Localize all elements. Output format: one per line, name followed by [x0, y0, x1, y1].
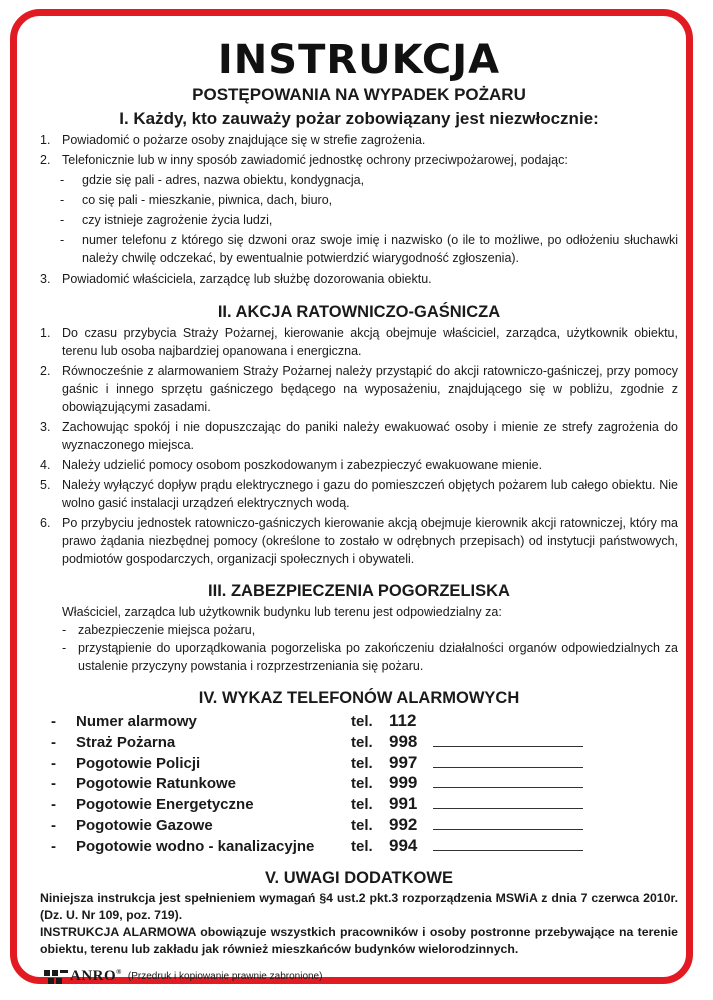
sub-list-item	[40, 621, 678, 639]
phone-list	[40, 711, 678, 857]
phone-service-name: Pogotowie Policji	[76, 754, 201, 772]
item-text: Należy wyłączyć dopływ prądu elektrycznego i gazu do pomieszczeń objętych pożarem lub całego obiektu. Nie wolno gasić instalacji urządzeń elektrycznych wodą.	[62, 478, 678, 510]
item-text: Po przybyciu jednostek ratowniczo-gaśniczych kierowanie akcją obejmuje kierownik akcji ratowniczej, który ma prawo żądania niezbędnej pomocy (określone to zostało w odrębnych przepisach) od instytucji państwowych, podmiotów gospodarczych, organizacji społecznych i obywateli.	[62, 516, 678, 566]
bullet-dash: -	[62, 641, 67, 655]
sub-item-text: gdzie się pali - adres, nazwa obiektu, kondygnacja,	[82, 173, 365, 187]
list-item	[40, 270, 678, 288]
item-number: 4.	[40, 458, 51, 472]
phone-number: 998	[389, 731, 418, 751]
phone-number: 999	[389, 773, 418, 793]
anro-logo	[44, 968, 122, 986]
section-3-intro: Właściciel, zarządca lub użytkownik budynku lub terenu jest odpowiedzialny za:	[62, 605, 502, 619]
list-item	[40, 362, 678, 416]
fill-in-line	[433, 753, 583, 768]
row-dash: -	[51, 713, 56, 730]
list-item	[40, 418, 678, 454]
phone-row	[40, 732, 678, 753]
sub-list-item	[40, 171, 678, 189]
section-5-notes	[40, 890, 678, 958]
item-text: Powiadomić właściciela, zarządcę lub służbę dozorowania obiektu.	[62, 272, 432, 286]
item-number: 3.	[40, 420, 51, 434]
tel-label: tel.	[351, 816, 373, 834]
phone-number: 997	[389, 752, 418, 772]
item-text: Zachowując spokój i nie dopuszczając do paniki należy ewakuować osoby i mienie ze strefy zagrożenia do wyznaczonego miejsca.	[62, 420, 678, 452]
list-item	[40, 324, 678, 360]
section-2-heading: II. AKCJA RATOWNICZO-GAŚNICZA	[217, 303, 501, 321]
tel-label: tel.	[351, 754, 373, 772]
tel-label: tel.	[351, 837, 373, 855]
bullet-dash: -	[60, 173, 65, 187]
sub-list-item	[40, 191, 678, 209]
registered-mark: ®	[116, 968, 122, 977]
sub-list-item	[40, 639, 678, 675]
item-number: 2.	[40, 364, 51, 378]
item-number: 1.	[40, 133, 51, 147]
bullet-dash: -	[62, 623, 67, 637]
tel-label: tel.	[351, 713, 373, 730]
phone-service-name: Straż Pożarna	[76, 733, 176, 751]
sub-item-text: zabezpieczenie miejsca pożaru,	[78, 623, 256, 637]
phone-number: 994	[389, 835, 418, 855]
list-item	[40, 514, 678, 568]
phone-service-name: Numer alarmowy	[76, 713, 197, 730]
sub-item-text: numer telefonu z którego się dzwoni oraz swoje imię i nazwisko (o ile to możliwe, po odłożeniu słuchawki należy chwilę odczekać, by ewentualnie potwierdzić wiarygodność zgłoszenia).	[82, 233, 678, 265]
item-number: 6.	[40, 516, 51, 530]
list-item	[40, 131, 678, 149]
phone-service-name: Pogotowie Energetyczne	[76, 796, 254, 814]
phone-service-name: Pogotowie wodno - kanalizacyjne	[76, 837, 315, 855]
bullet-dash: -	[60, 193, 65, 207]
item-text: Równocześnie z alarmowaniem Straży Pożarnej należy przystąpić do akcji ratowniczo-gaśniczej, przy pomocy gaśnic i innego sprzętu gaśniczego będącego na wyposażeniu, znajdującego się w pobliżu, zgodnie z obowiązującymi zasadami.	[62, 364, 678, 414]
bullet-dash: -	[60, 233, 65, 247]
fill-in-line	[433, 773, 583, 788]
row-dash: -	[51, 775, 56, 793]
sub-list-item	[40, 231, 678, 267]
sub-item-text: czy istnieje zagrożenie życia ludzi,	[82, 213, 273, 227]
phone-service-name: Pogotowie Ratunkowe	[76, 775, 237, 793]
phone-service-name: Pogotowie Gazowe	[76, 816, 213, 834]
fill-in-line	[433, 815, 583, 830]
note-paragraph: INSTRUKCJA ALARMOWA obowiązuje wszystkich pracowników i osoby postronne przebywające na terenie obiektu, terenu lub zakładu jak również mieszkańców budynków wielorodzinnych.	[40, 924, 678, 956]
copyright-note: (Przedruk i kopiowanie prawnie zabronione)	[127, 971, 323, 983]
anro-logo-icon	[44, 968, 70, 986]
brand-text: ANRO	[70, 968, 117, 985]
phone-row	[40, 815, 678, 836]
tel-label: tel.	[351, 733, 373, 751]
phone-number: 112	[389, 711, 417, 730]
bullet-dash: -	[60, 213, 65, 227]
fill-in-line	[433, 732, 583, 747]
footer	[40, 968, 678, 986]
section-4-heading: IV. WYKAZ TELEFONÓW ALARMOWYCH	[198, 689, 520, 707]
section-1-list	[40, 131, 678, 288]
main-title: INSTRUKCJA	[217, 37, 501, 83]
sub-list-item	[40, 211, 678, 229]
section-5-heading: V. UWAGI DODATKOWE	[265, 868, 453, 887]
item-number: 1.	[40, 326, 51, 340]
item-text: Telefonicznie lub w inny sposób zawiadomić jednostkę ochrony przeciwpożarowej, podając:	[62, 153, 568, 167]
note-paragraph: Niniejsza instrukcja jest spełnieniem wymagań §4 ust.2 pkt.3 rozporządzenia MSWiA z dnia 7 czerwca 2010r. (Dz. U. Nr 109, poz. 719).	[40, 890, 678, 922]
phone-row	[40, 773, 678, 794]
section-3-heading: III. ZABEZPIECZENIA POGORZELISKA	[208, 582, 510, 600]
phone-row	[40, 836, 678, 857]
tel-label: tel.	[351, 775, 373, 793]
sub-item-text: co się pali - mieszkanie, piwnica, dach, biuro,	[82, 193, 333, 207]
list-item	[40, 151, 678, 169]
phone-number: 992	[389, 814, 418, 834]
phone-number: 991	[389, 794, 418, 814]
sub-item-text: przystąpienie do uporządkowania pogorzeliska po zakończeniu działalności organów odpowiedzialnych za ustalenie przyczyny powstania i rozprzestrzeniania się pożaru.	[78, 641, 678, 673]
fill-in-line	[433, 794, 583, 809]
fill-in-line	[433, 836, 583, 851]
phone-row	[40, 794, 678, 815]
item-number: 5.	[40, 478, 51, 492]
item-number: 3.	[40, 272, 51, 286]
section-3-body	[40, 603, 678, 675]
instruction-content	[40, 38, 678, 986]
row-dash: -	[51, 754, 56, 772]
brand-name	[70, 968, 122, 985]
row-dash: -	[51, 837, 56, 855]
item-text: Należy udzielić pomocy osobom poszkodowanym i zabezpieczyć ewakuowane mienie.	[62, 458, 543, 472]
list-item	[40, 476, 678, 512]
subtitle: POSTĘPOWANIA NA WYPADEK POŻARU	[192, 85, 526, 104]
row-dash: -	[51, 816, 56, 834]
phone-row	[40, 711, 678, 732]
item-text: Powiadomić o pożarze osoby znajdujące się w strefie zagrożenia.	[62, 133, 426, 147]
tel-label: tel.	[351, 796, 373, 814]
item-text: Do czasu przybycia Straży Pożarnej, kierowanie akcją obejmuje właściciel, zarządca, użytkownik obiektu, terenu lub osoba najbardziej opanowana i energiczna.	[62, 326, 678, 358]
row-dash: -	[51, 796, 56, 814]
phone-row	[40, 753, 678, 774]
section-2-list	[40, 324, 678, 568]
section-1-heading: I. Każdy, kto zauważy pożar zobowiązany jest niezwłocznie:	[119, 109, 599, 128]
item-number: 2.	[40, 153, 51, 167]
row-dash: -	[51, 733, 56, 751]
list-item	[40, 456, 678, 474]
